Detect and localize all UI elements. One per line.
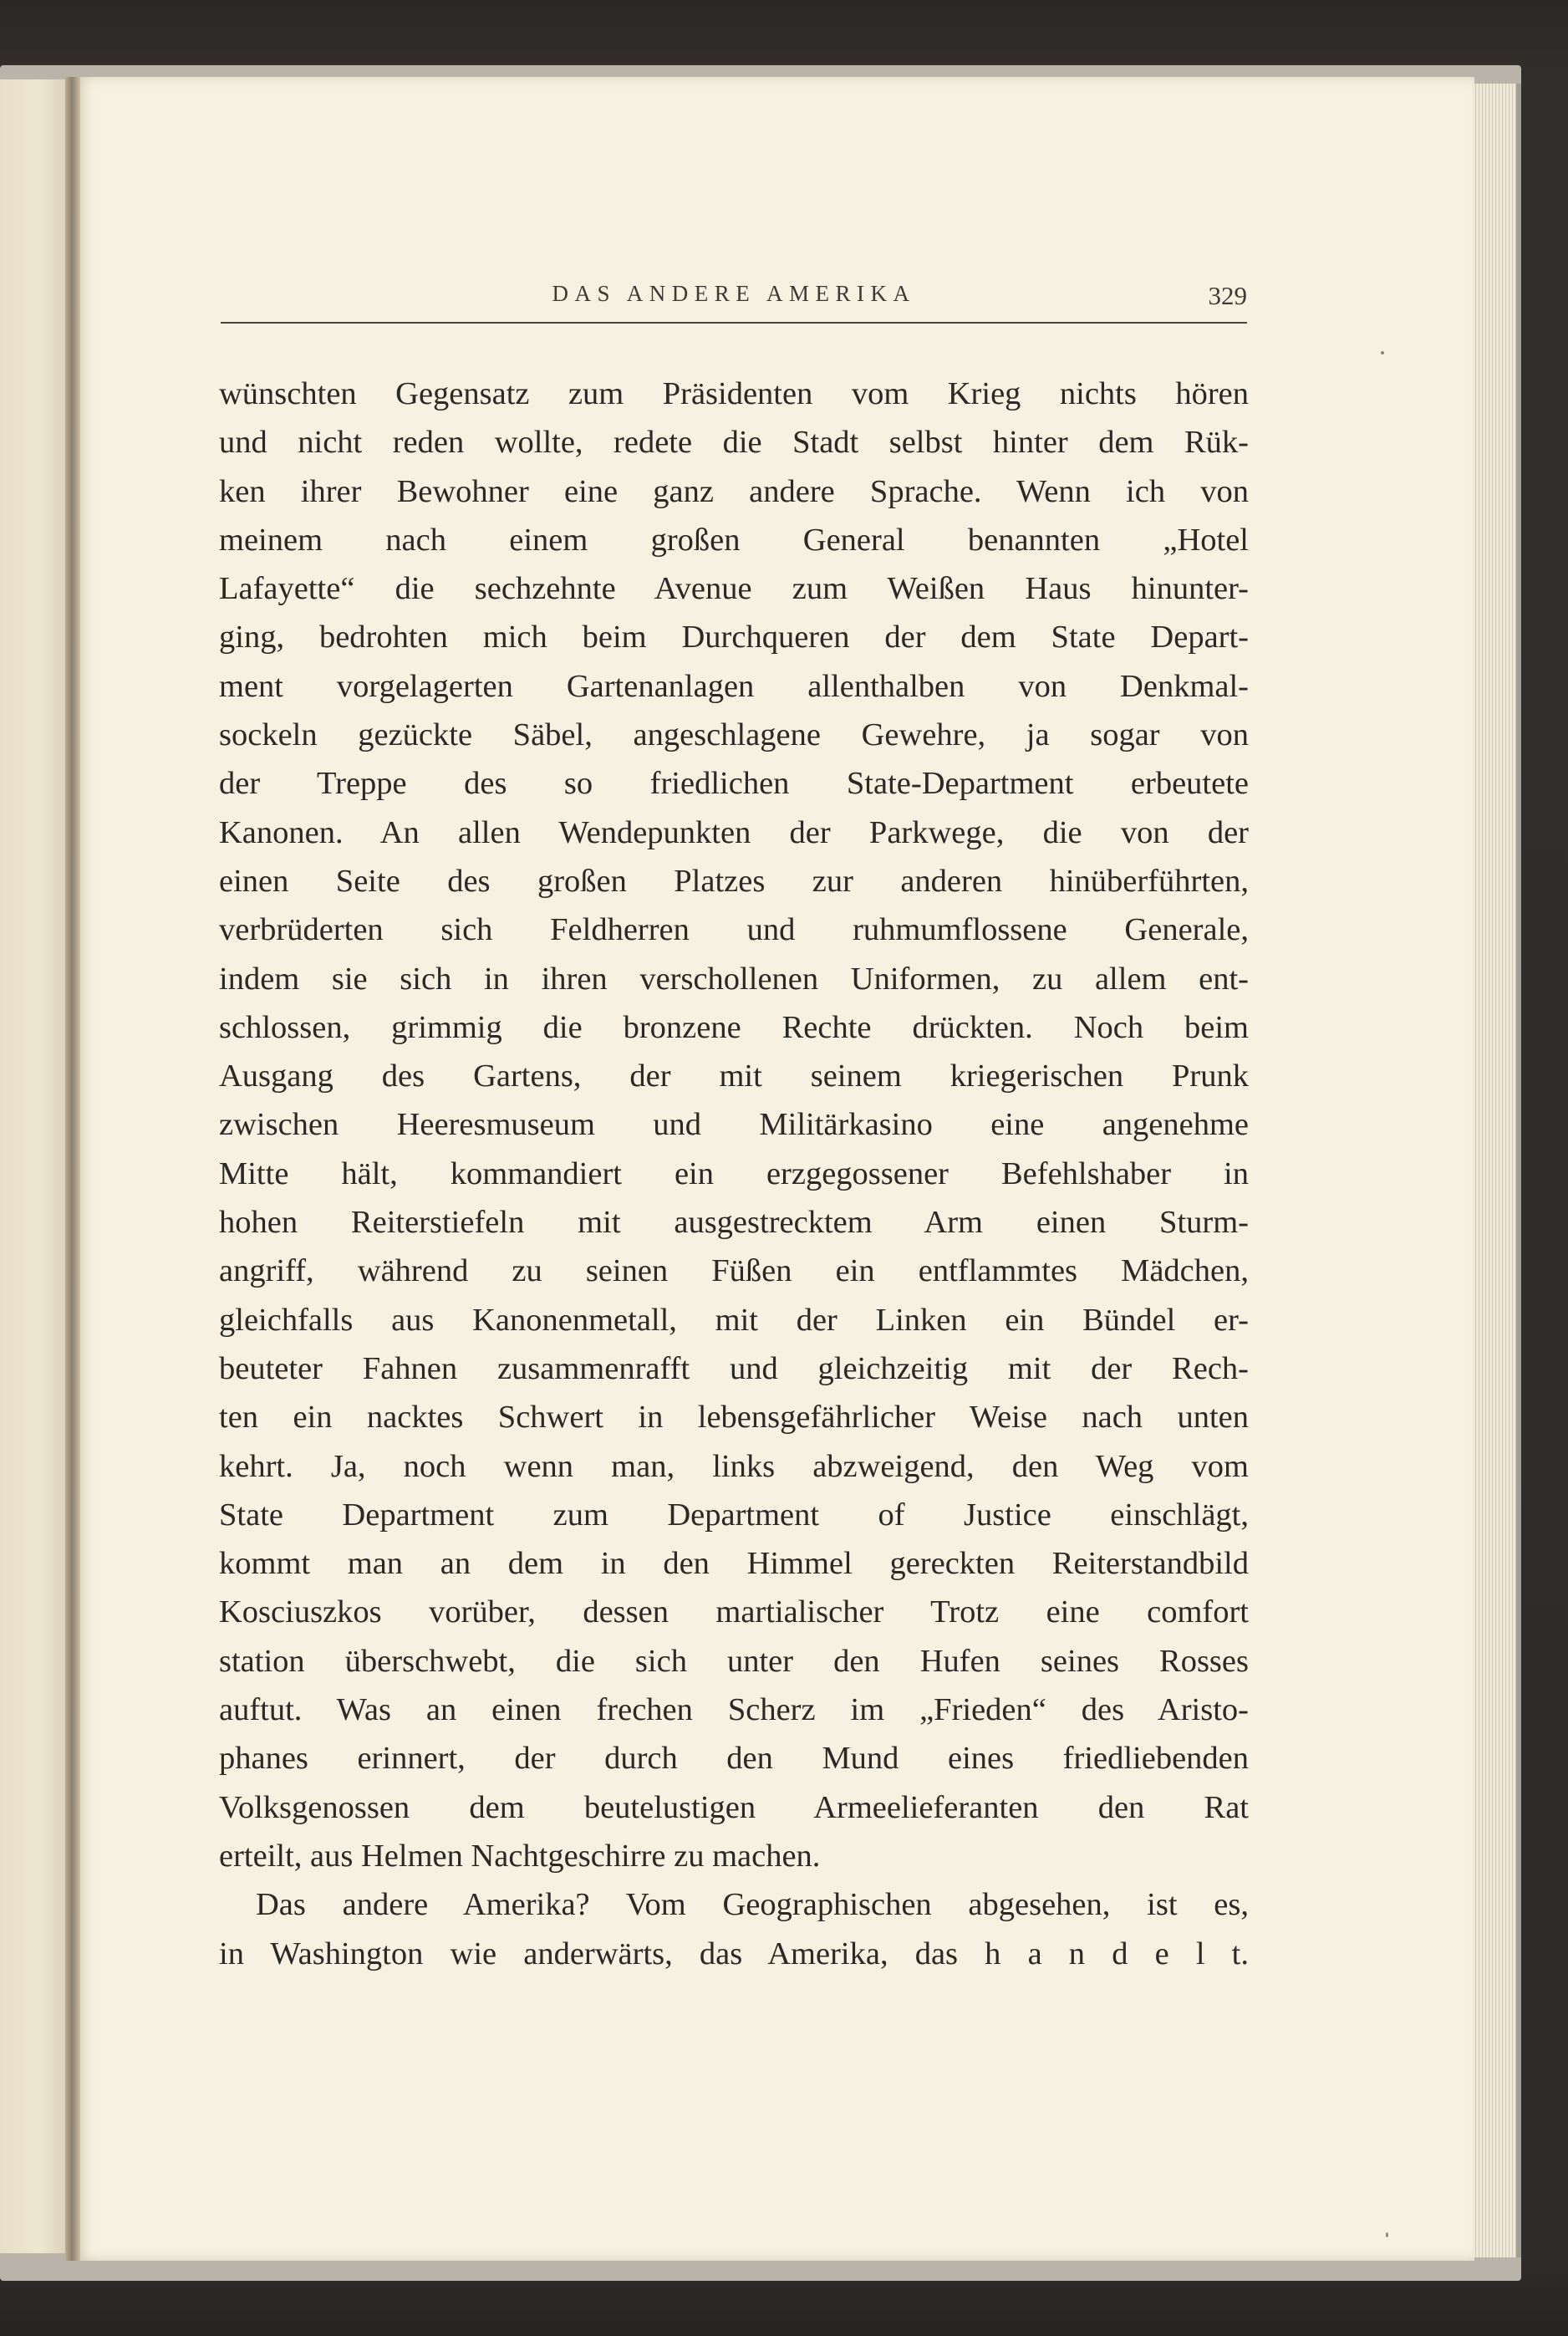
- text-line: ment vorgelagerten Gartenanlagen allenthalben von Denkmal-: [219, 668, 1249, 704]
- text-line: einen Seite des großen Platzes zur anderen hinüberführten,: [219, 863, 1249, 899]
- text-line: angriff, während zu seinen Füßen ein entflammtes Mädchen,: [219, 1253, 1249, 1289]
- page-number: 329: [1208, 281, 1247, 310]
- text-line: State Department zum Department of Justice einschlägt,: [219, 1497, 1249, 1533]
- running-title: DAS ANDERE AMERIKA: [552, 281, 916, 306]
- text-line: hohen Reiterstiefeln mit ausgestrecktem Arm einen Sturm-: [219, 1205, 1249, 1241]
- header-rule: [221, 322, 1247, 324]
- text-line: indem sie sich in ihren verschollenen Uniformen, zu allem ent-: [219, 961, 1249, 997]
- book-gutter: [65, 77, 80, 2261]
- text-line: Kosciuszkos vorüber, dessen martialischer Trotz eine comfort: [219, 1594, 1249, 1630]
- text-line: ten ein nacktes Schwert in lebensgefährlicher Weise nach unten: [219, 1400, 1249, 1436]
- text-line: der Treppe des so friedlichen State-Department erbeutete: [219, 766, 1249, 802]
- text-line: ken ihrer Bewohner eine ganz andere Sprache. Wenn ich von: [219, 473, 1249, 509]
- text-line: station überschwebt, die sich unter den Hufen seines Rosses: [219, 1643, 1249, 1679]
- paper-speck: [1381, 351, 1384, 354]
- text-line-paragraph-start: Das andere Amerika? Vom Geographischen abgesehen, ist es,: [256, 1887, 1249, 1923]
- text-line: gleichfalls aus Kanonenmetall, mit der Linken ein Bündel er-: [219, 1302, 1249, 1338]
- text-line: Ausgang des Gartens, der mit seinem kriegerischen Prunk: [219, 1058, 1249, 1094]
- text-line: ging, bedrohten mich beim Durchqueren der dem State Depart-: [219, 620, 1249, 655]
- text-line: und nicht reden wollte, redete die Stadt selbst hinter dem Rük-: [219, 425, 1249, 461]
- text-line: Kanonen. An allen Wendepunkten der Parkwege, die von der: [219, 814, 1249, 850]
- page-block-edges: [1473, 84, 1521, 2257]
- text-line: wünschten Gegensatz zum Präsidenten vom Krieg nichts hören: [219, 376, 1249, 411]
- text-line-paragraph-end: erteilt, aus Helmen Nachtgeschirre zu machen.: [219, 1838, 821, 1874]
- text-line: kehrt. Ja, noch wenn man, links abzweigend, den Weg vom: [219, 1448, 1249, 1484]
- text-line: Lafayette“ die sechzehnte Avenue zum Weißen Haus hinunter-: [219, 571, 1249, 607]
- paper-speck: [1386, 2232, 1388, 2237]
- text-line: verbrüderten sich Feldherren und ruhmumflossene Generale,: [219, 912, 1249, 948]
- text-line: kommt man an dem in den Himmel gereckten Reiterstandbild: [219, 1546, 1249, 1582]
- facing-page-edge: [0, 79, 69, 2253]
- text-line: phanes erinnert, der durch den Mund eines friedliebenden: [219, 1741, 1249, 1777]
- text-line: schlossen, grimmig die bronzene Rechte drückten. Noch beim: [219, 1009, 1249, 1045]
- text-line: zwischen Heeresmuseum und Militärkasino eine angenehme: [219, 1107, 1249, 1143]
- text-line: in Washington wie anderwärts, das Amerika, das h a n d e l t.: [219, 1936, 1249, 1971]
- body-text: [219, 370, 1249, 1978]
- text-line: Volksgenossen dem beutelustigen Armeelieferanten den Rat: [219, 1789, 1249, 1825]
- text-line: Mitte hält, kommandiert ein erzgegossener Befehlshaber in: [219, 1155, 1249, 1191]
- text-line: sockeln gezückte Säbel, angeschlagene Gewehre, ja sogar von: [219, 717, 1249, 753]
- page-header: [221, 281, 1247, 324]
- text-line: auftut. Was an einen frechen Scherz im „Frieden“ des Aristo-: [219, 1692, 1249, 1728]
- text-line: meinem nach einem großen General benannten „Hotel: [219, 522, 1249, 558]
- text-line: beuteter Fahnen zusammenrafft und gleichzeitig mit der Rech-: [219, 1350, 1249, 1386]
